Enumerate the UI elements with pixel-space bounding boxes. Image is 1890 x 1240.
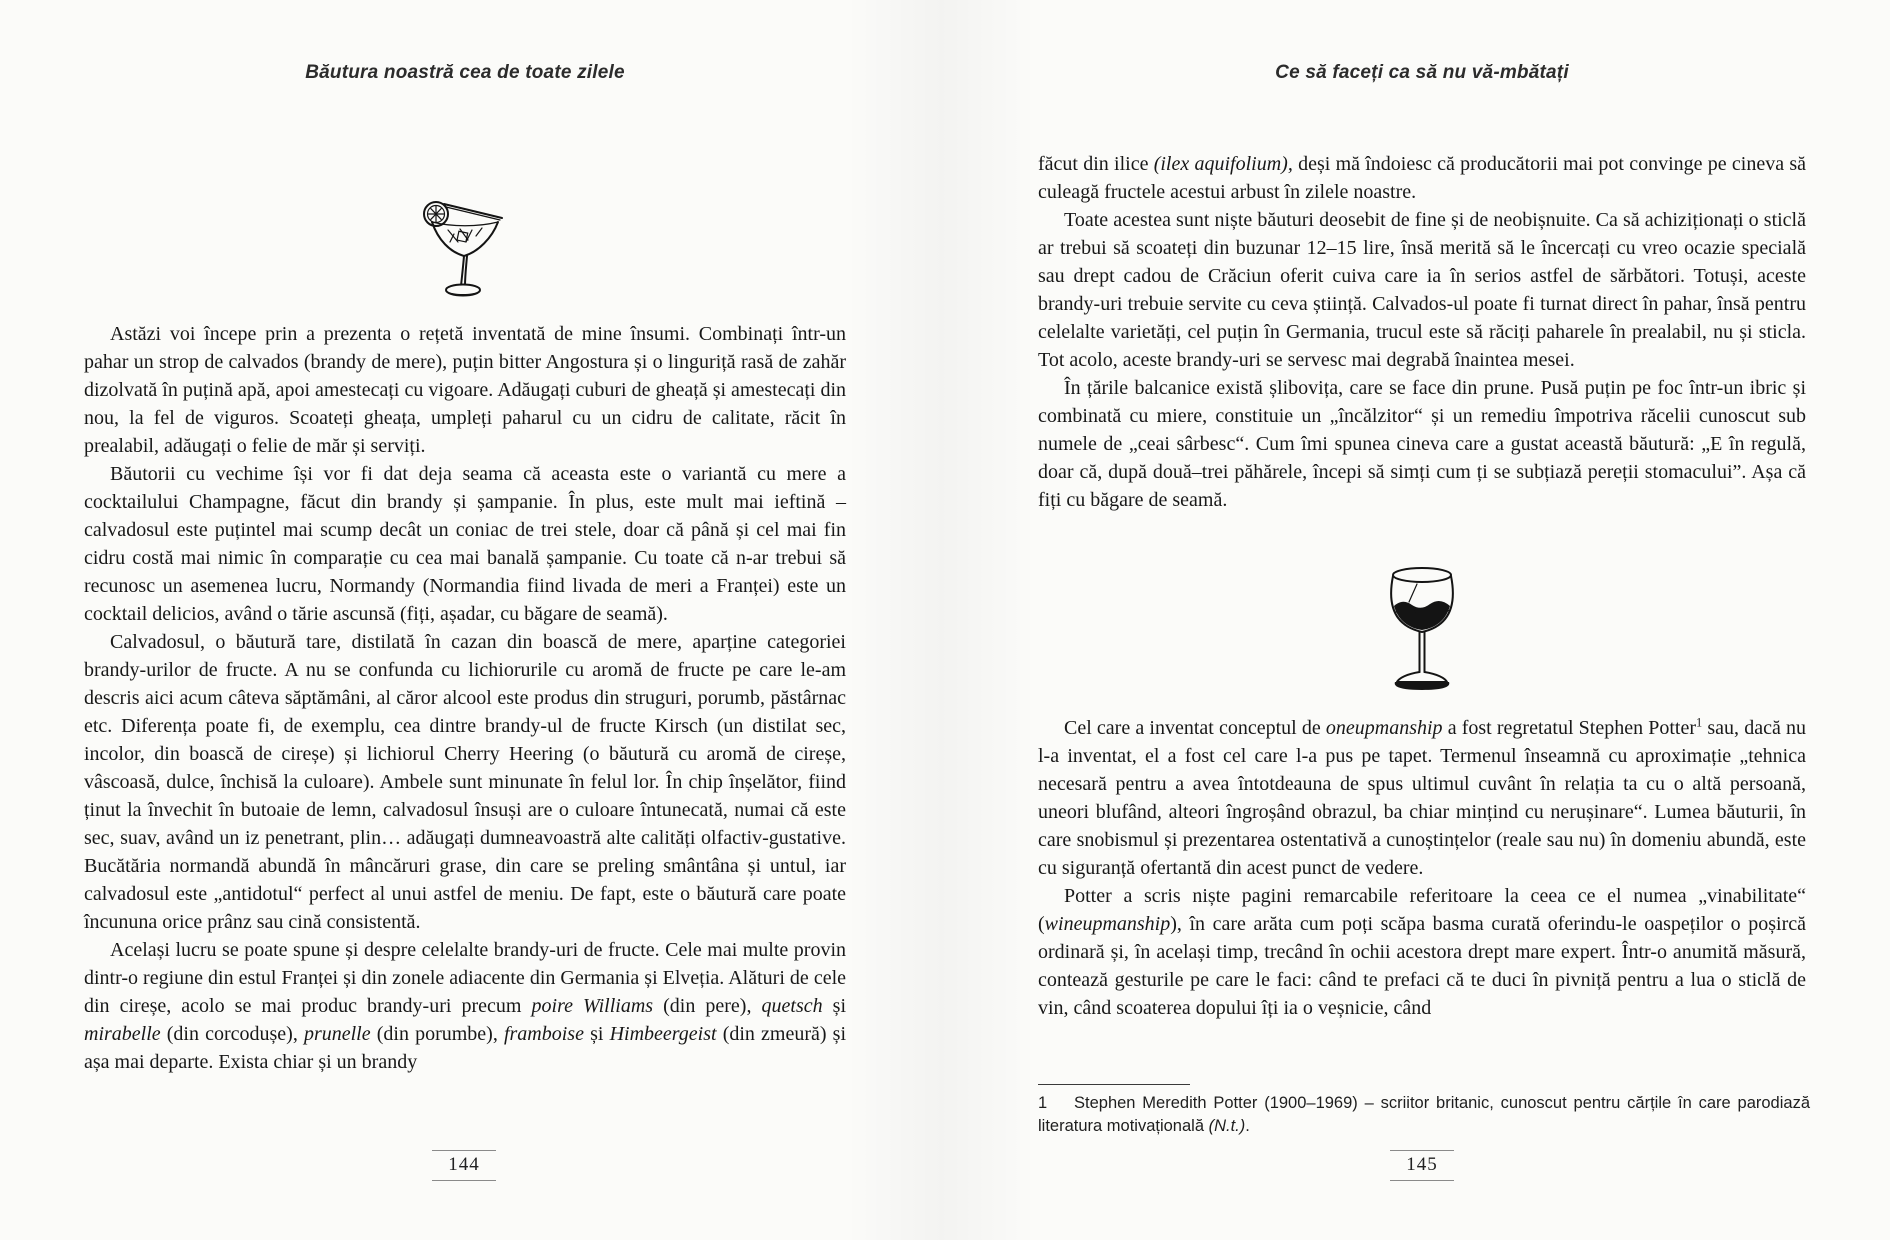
paragraph: Același lucru se poate spune și despre celelalte brandy-uri de fructe. Cele mai multe provin dintr-o regiune din estul Franței și din zonele adiacente din Germania și Elveția. Alături de cele din cireșe, acolo se mai produc brandy-uri precum poire Williams (din pere), quetsch și mirabelle (din corcodușe), prunelle (din porumbe), framboise și Himbeergeist (din zmeură) și așa mai departe. Exista chiar și un brandy: [84, 939, 847, 1073]
wine-glass-icon: [1383, 560, 1461, 706]
paragraph: făcut din ilice (ilex aquifolium), deși mă îndoiesc că producătorii mai pot convinge pe cineva să culeagă fructele acestui arbust în zilele noastre.: [1038, 153, 1807, 203]
paragraph: Calvadosul, o băutură tare, distilată în cazan din boască de mere, aparține categoriei brandy-urilor de fructe. A nu se confunda cu lichiorurile cu aromă de fructe pe care le-am descris aici acum câteva săptămâni, al căror alcool este produs din struguri, porumb, păstârnac etc. Diferența poate fi, de exemplu, cea dintre brandy-ul de fructe Kirsch (un distilat sec, incolor, din boască de cireșe) și lichiorul Cherry Heering (o băutură cu aromă de cireșe, vâscoasă, dulce, închisă la culoare). Ambele sunt minunate în felul lor. În chip înșelător, fiind ținut la învechit în butoaie de lemn, calvadosul însuși are o culoare întunecată, numai că este sec, suav, având un iz penetrant, plin… adăugați dumneavoastră alte calități olfactiv-gustative. Bucătăria normandă abundă în mâncăruri grase, din care se preling smântâna și untul, iar calvadosul este „antidotul“ perfect al unui astfel de meniu. De fapt, este o băutură care poate încununa orice prânz sau cină consistentă.: [84, 631, 846, 933]
page-number-right: 145: [1390, 1150, 1454, 1181]
right-page-text-top: [1038, 150, 1806, 544]
left-page-text: [84, 320, 846, 1134]
page-gutter: [846, 0, 1036, 1240]
paragraph: Potter a scris niște pagini remarcabile referitoare la ceea ce el numea „vinabilitate“ (wineupmanship), în care arăta cum poți scăpa basma curată oferindu-le oaspeților o poșircă ordinară și, în același timp, trecând în ochii acestora drept mare expert. Într-o anumită măsură, contează gesturile pe care le faci: când te prefaci că te duci în pivniță pentru a lua o sticlă de vin, când scoaterea dopului îți ia o veșnicie, când: [1038, 885, 1806, 1019]
paragraph: Astăzi voi începe prin a prezenta o rețetă inventată de mine însumi. Combinați într-un pahar un strop de calvados (brandy de mere), puțin bitter Angostura și o linguriță rasă de zahăr dizolvată în puțină apă, apoi amestecați cu vigoare. Adăugați cuburi de gheață și amestecați din nou, la fel de viguros. Scoateți gheața, umpleți paharul cu un cidru de calitate, răcit în prealabil, adăugați o felie de măr și serviți.: [84, 323, 846, 457]
cocktail-glass-icon: [414, 196, 514, 302]
paragraph: În țările balcanice există șlibovița, care se face din prune. Pusă puțin pe foc într-un ibric și combinată cu miere, constituie un „încălzitor“ și un remediu împotriva răcelii cunoscut sub numele de „ceai sârbesc“. Cum îmi spunea cineva care a gustat această băutură: „E în regulă, doar că, după două–trei păhărele, începi să simți cum ți se subțiază pereții stomacului”. Așa că fiți cu băgare de seamă.: [1038, 377, 1806, 511]
footnote-rule: [1038, 1084, 1190, 1085]
paragraph: Toate acestea sunt niște băuturi deosebit de fine și de neobișnuite. Ca să achiziționați o sticlă ar trebui să scoateți din buzunar 12–15 lire, însă merită să le încercați cu vreo ocazie specială sau drept cadou de Crăciun oferit cuiva care ia în serios astfel de sărbători. Totuși, aceste brandy-uri trebuie servite cu ceva știință. Calvados-ul poate fi turnat direct în pahar, însă pentru celelalte varietăți, cel puțin în Germania, trucul este să răciți paharele în prealabil, nu și sticla. Tot acolo, aceste brandy-uri se servesc mai degrabă înaintea mesei.: [1038, 209, 1806, 371]
paragraph: Băutorii cu vechime își vor fi dat deja seama că aceasta este o variantă cu mere a cocktailului Champagne, făcut din brandy și șampanie. În plus, este mult mai ieftină – calvadosul este puțintel mai scump decât un coniac de trei stele, doar că până și cel mai fin cidru costă mai nimic în comparație cu cea mai banală șampanie. Cu toate că n-ar trebui să recunosc un asemenea lucru, Normandy (Normandia fiind livada de meri a Franței) este un cocktail delicios, având o tărie ascunsă (fiți, așadar, cu băgare de seamă).: [84, 463, 846, 625]
footnote-marker: 1: [1038, 1094, 1048, 1112]
footnote: [1038, 1092, 1810, 1138]
paragraph: Cel care a inventat conceptul de oneupmanship a fost regretatul Stephen Potter$^1$ sau, dacă nu l-a inventat, el a fost cel care l-a pus pe tapet. Termenul înseamnă cu aproximație „tehnica necesară pentru a avea întotdeauna de spus ultimul cuvânt în relația ta cu o altă persoană, uneori blufând, alteori îngroșând obrazul, ba chiar mințind cu nerușinare“. Lumea băuturii, în care snobismul și prezentarea ostentativă a cunoștințelor (reale sau nu) în domeniu abundă, este cu siguranță ofertantă din acest punct de vedere.: [1038, 715, 1806, 879]
running-head-right: Ce să faceți ca să nu vă-mbătați: [1275, 62, 1569, 83]
right-page-text-bottom: [1038, 714, 1806, 1054]
page-number-left: 144: [432, 1150, 496, 1181]
footnote-text: Stephen Meredith Potter (1900–1969) – scriitor britanic, cunoscut pentru cărțile în care parodiază literatura motivațională (N.t.).: [1038, 1094, 1810, 1135]
running-head-left: Băutura noastră cea de toate zilele: [305, 62, 625, 83]
